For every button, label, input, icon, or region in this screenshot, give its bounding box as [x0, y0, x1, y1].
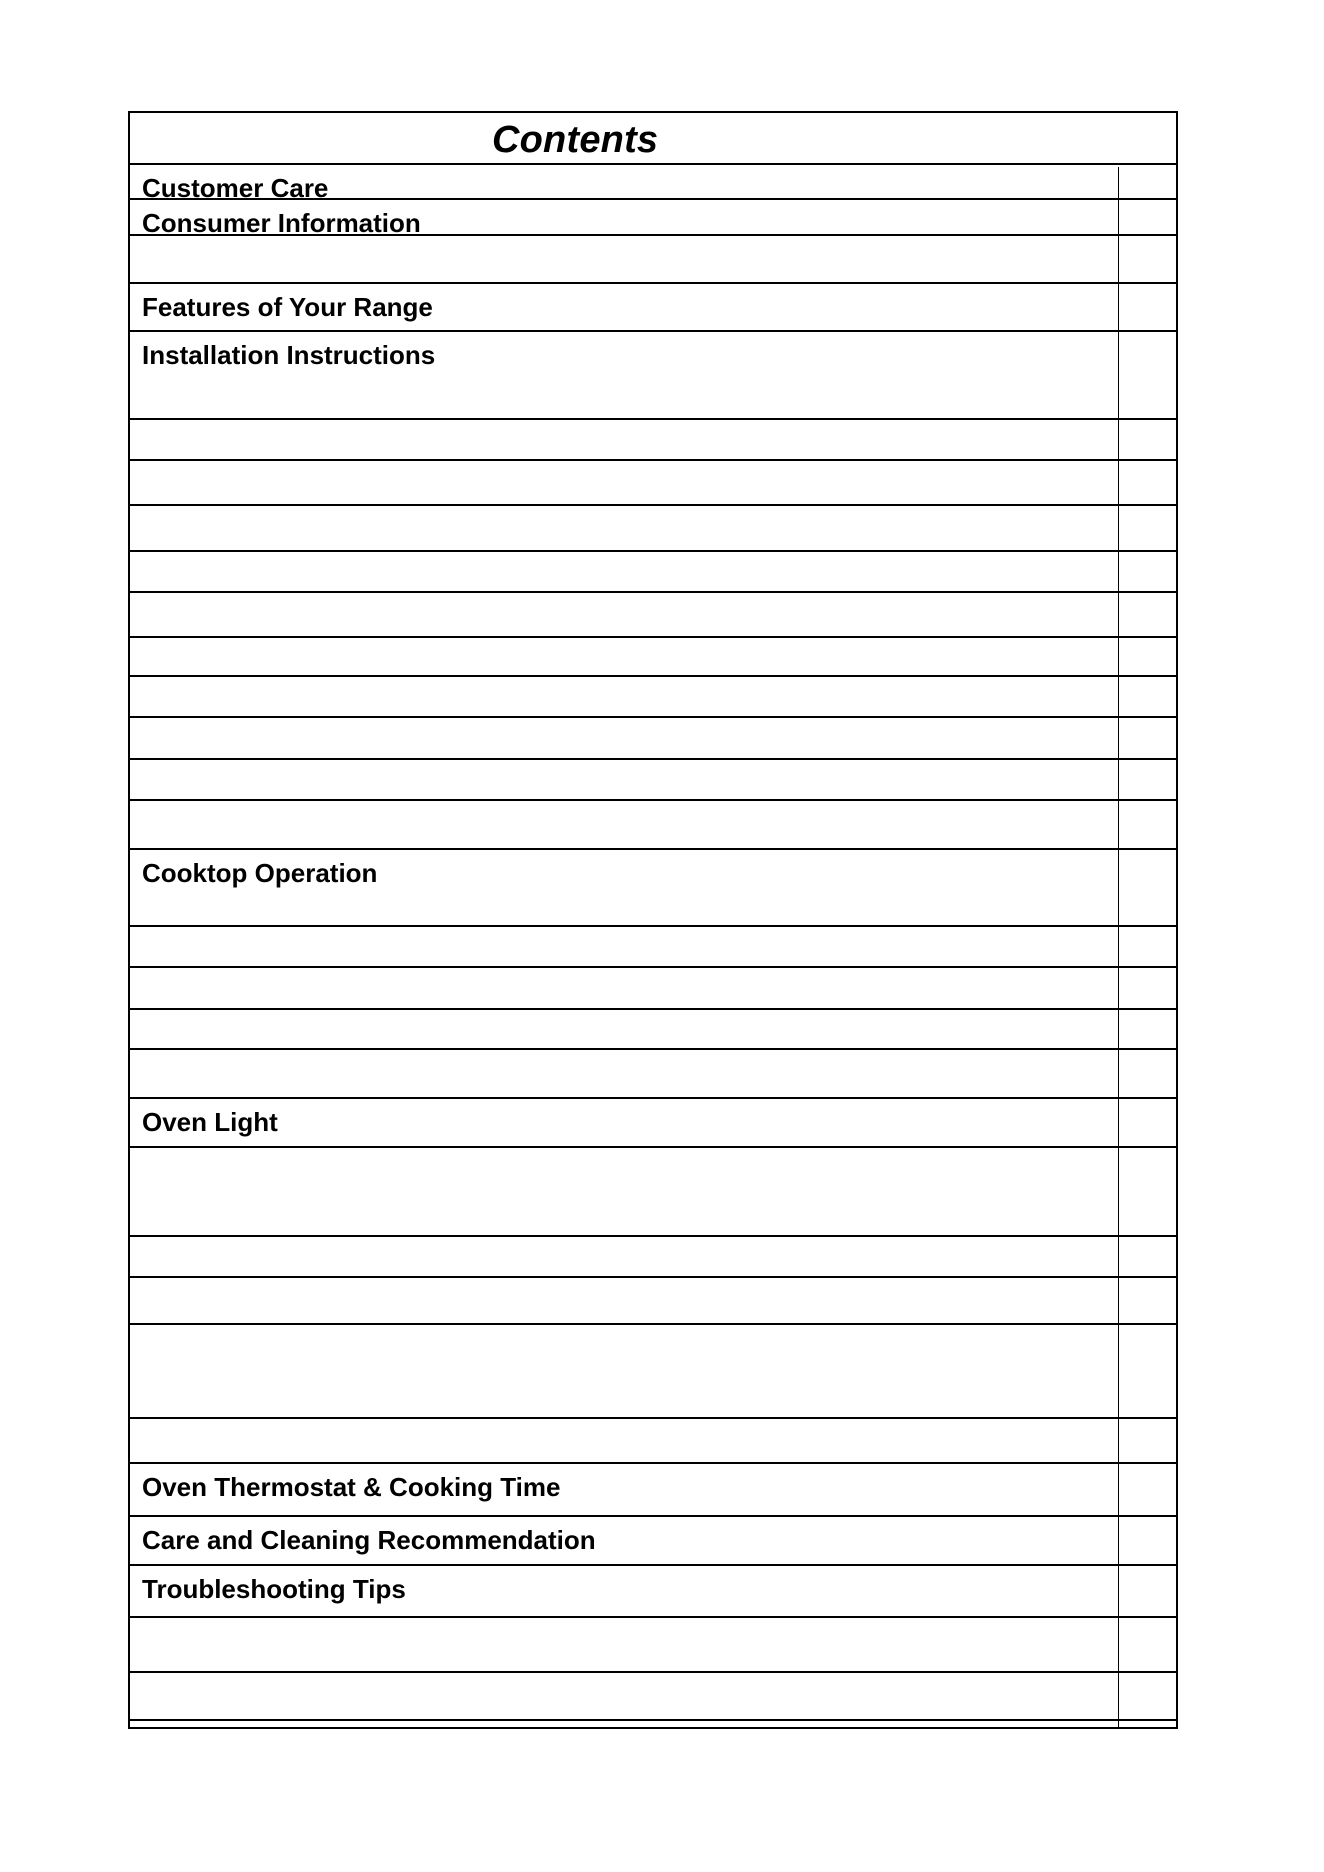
- contents-row: [130, 165, 1176, 203]
- contents-entry-label: Oven Light: [142, 1107, 278, 1137]
- contents-row: [130, 1278, 1176, 1325]
- contents-row: [130, 1010, 1176, 1050]
- contents-row: [130, 1566, 1176, 1618]
- contents-table: [128, 111, 1178, 1729]
- contents-row: [130, 593, 1176, 638]
- contents-row: [130, 1099, 1176, 1148]
- contents-row: [130, 850, 1176, 927]
- contents-header: [130, 113, 1176, 165]
- contents-entry-label: Oven Thermostat & Cooking Time: [142, 1472, 561, 1502]
- contents-row: [130, 1673, 1176, 1721]
- contents-entry-label: Consumer Information: [142, 208, 421, 238]
- contents-entry-label: Cooktop Operation: [142, 858, 378, 888]
- contents-row: [130, 718, 1176, 760]
- contents-row: [130, 1325, 1176, 1419]
- contents-row: [130, 1148, 1176, 1237]
- contents-row: [130, 1050, 1176, 1099]
- contents-row: [130, 760, 1176, 801]
- contents-row: [130, 332, 1176, 420]
- page-title: Contents: [492, 119, 659, 161]
- contents-row: [130, 552, 1176, 593]
- contents-entry-label: Troubleshooting Tips: [142, 1574, 406, 1604]
- contents-row: [130, 236, 1176, 284]
- contents-row: [130, 461, 1176, 506]
- contents-row: [130, 200, 1176, 236]
- contents-row: [130, 1419, 1176, 1464]
- contents-entry-label: Customer Care: [142, 173, 329, 203]
- contents-row: [130, 927, 1176, 968]
- contents-entry-label: Features of Your Range: [142, 292, 433, 322]
- contents-row: [130, 638, 1176, 677]
- contents-entry-label: Installation Instructions: [142, 340, 436, 370]
- contents-row: [130, 284, 1176, 332]
- contents-entry-label: Care and Cleaning Recommendation: [142, 1525, 596, 1555]
- contents-row: [130, 1517, 1176, 1566]
- contents-row: [130, 506, 1176, 552]
- contents-row: [130, 677, 1176, 718]
- page-column-divider: [1118, 167, 1119, 1727]
- contents-row: [130, 1464, 1176, 1517]
- contents-row: [130, 801, 1176, 850]
- contents-row: [130, 968, 1176, 1010]
- contents-row: [130, 1237, 1176, 1278]
- contents-row: [130, 420, 1176, 461]
- contents-row: [130, 1618, 1176, 1673]
